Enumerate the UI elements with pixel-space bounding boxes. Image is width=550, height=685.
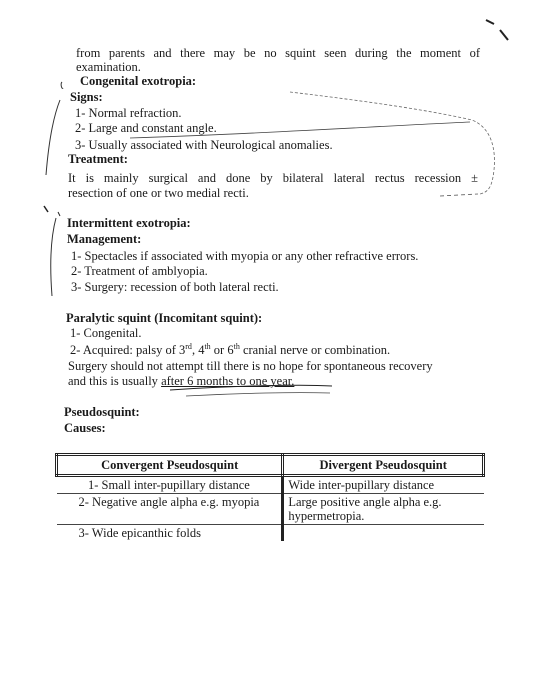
sup-th-1: th <box>204 341 211 351</box>
intermittent-exotropia-heading: Intermittent exotropia: <box>67 216 191 230</box>
paralytic-squint-heading: Paralytic squint (Incomitant squint): <box>66 311 263 325</box>
table-cell: 2- Negative angle alpha e.g. myopia <box>57 494 283 525</box>
sign-item-2: 2- Large and constant angle. <box>75 121 217 135</box>
surgery-note-prefix: and this is usually <box>68 374 162 388</box>
causes-heading: Causes: <box>64 421 106 435</box>
sign-item-1: 1- Normal refraction. <box>75 106 182 120</box>
table-cell: Wide inter-pupillary distance <box>283 476 484 494</box>
sup-rd: rd <box>185 341 192 351</box>
header-convergent: Convergent Pseudosquint <box>57 455 283 476</box>
treatment-line-2: resection of one or two medial recti. <box>68 186 249 200</box>
pseudosquint-table <box>55 453 485 541</box>
management-item-1: 1- Spectacles if associated with myopia or any other refractive errors. <box>71 249 419 263</box>
pseudosquint-heading: Pseudosquint: <box>64 405 140 419</box>
acquired-sep-1: , 4 <box>191 343 205 357</box>
table-cell: 3- Wide epicanthic folds <box>57 525 283 542</box>
congenital-exotropia-heading: Congenital exotropia: <box>80 74 197 88</box>
surgery-note-line-2 <box>68 374 294 389</box>
header-divergent: Divergent Pseudosquint <box>283 455 484 476</box>
intro-line-1: from parents and there may be no squint seen during the moment of <box>76 46 480 60</box>
sup-th-2: th <box>233 341 240 351</box>
surgery-note-underlined: after 6 months to one year. <box>161 374 295 388</box>
acquired-text-suffix: cranial nerve or combination. <box>239 343 391 357</box>
table-header-row <box>57 455 484 476</box>
sign-item-3: 3- Usually associated with Neurological anomalies. <box>75 138 333 152</box>
management-heading: Management: <box>67 232 142 246</box>
management-item-3: 3- Surgery: recession of both lateral recti. <box>71 280 279 294</box>
treatment-heading: Treatment: <box>68 152 128 166</box>
intro-line-2: examination. <box>76 60 141 74</box>
table-cell: 1- Small inter-pupillary distance <box>57 476 283 494</box>
treatment-line-1: It is mainly surgical and done by bilateral lateral rectus recession ± <box>68 171 478 185</box>
acquired-text-prefix: 2- Acquired: palsy of 3 <box>70 343 186 357</box>
table-row <box>57 525 484 542</box>
table-cell: Large positive angle alpha e.g. hypermetropia. <box>283 494 484 525</box>
table-row <box>57 476 484 494</box>
table-cell <box>283 525 484 542</box>
management-item-2: 2- Treatment of amblyopia. <box>71 264 208 278</box>
surgery-note-line-1: Surgery should not attempt till there is no hope for spontaneous recovery <box>68 359 433 373</box>
signs-heading: Signs: <box>70 90 103 104</box>
acquired-sep-2: or 6 <box>210 343 234 357</box>
paralytic-item-2 <box>70 343 390 358</box>
paralytic-item-1: 1- Congenital. <box>70 326 142 340</box>
table-row <box>57 494 484 525</box>
